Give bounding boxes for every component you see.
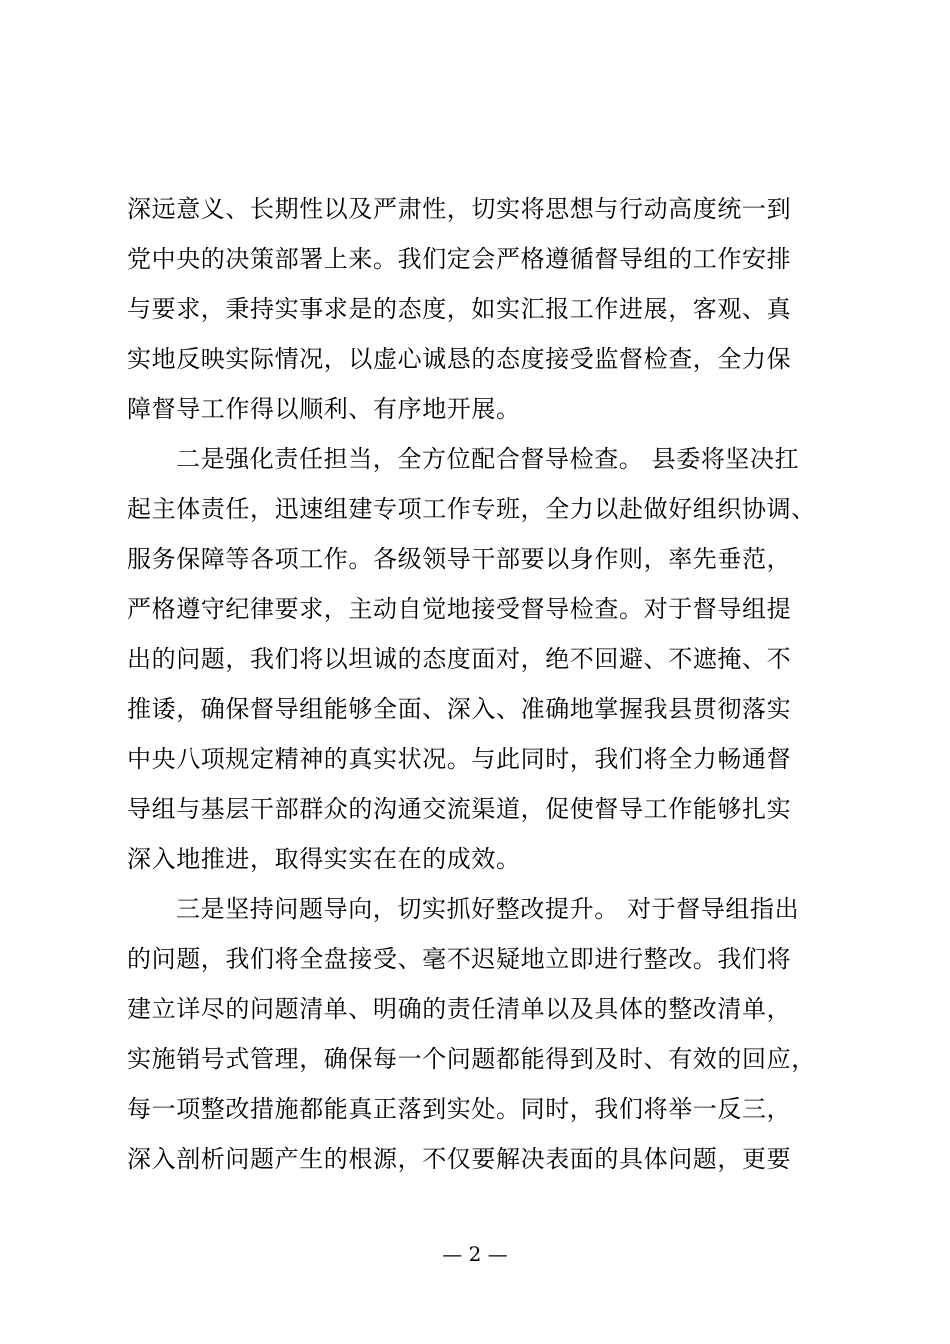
body-text-line: 推诿，确保督导组能够全面、深入、准确地掌握我县贯彻落实 [127,695,792,723]
body-text-line: 深远意义、长期性以及严肃性，切实将思想与行动高度统一到 [127,195,792,223]
body-text-line: 建立详尽的问题清单、明确的责任清单以及具体的整改清单， [127,995,792,1023]
body-text-line: 每一项整改措施都能真正落到实处。同时，我们将举一反三， [127,1095,792,1123]
body-text-line: 导组与基层干部群众的沟通交流渠道，促使督导工作能够扎实 [127,795,792,823]
paragraph-heading-line: 二是强化责任担当，全方位配合督导检查。 县委将坚决扛 [176,445,800,473]
body-text-line: 出的问题，我们将以坦诚的态度面对，绝不回避、不遮掩、不 [127,645,792,673]
body-text-line: 党中央的决策部署上来。我们定会严格遵循督导组的工作安排 [127,245,792,273]
body-text-line: 的问题，我们将全盘接受、毫不迟疑地立即进行整改。我们将 [127,945,792,973]
paragraph-heading-line: 三是坚持问题导向，切实抓好整改提升。 对于督导组指出 [176,895,800,923]
body-text-line: 服务保障等各项工作。各级领导干部要以身作则，率先垂范， [127,545,792,573]
body-text-line: 实施销号式管理，确保每一个问题都能得到及时、有效的回应， [127,1045,816,1073]
body-text-line: 深入地推进，取得实实在在的成效。 [127,845,521,873]
page-number: — 2 — [442,1242,508,1266]
body-text-line: 与要求，秉持实事求是的态度，如实汇报工作进展，客观、真 [127,295,792,323]
body-text-line: 深入剖析问题产生的根源，不仅要解决表面的具体问题，更要 [127,1145,792,1173]
body-text-line: 起主体责任，迅速组建专项工作专班，全力以赴做好组织协调、 [127,495,816,523]
body-text-line: 实地反映实际情况，以虚心诚恳的态度接受监督检查，全力保 [127,345,792,373]
body-text-line: 中央八项规定精神的真实状况。与此同时，我们将全力畅通督 [127,745,792,773]
body-text-line: 严格遵守纪律要求，主动自觉地接受督导检查。对于督导组提 [127,595,792,623]
body-text-line: 障督导工作得以顺利、有序地开展。 [127,395,521,423]
